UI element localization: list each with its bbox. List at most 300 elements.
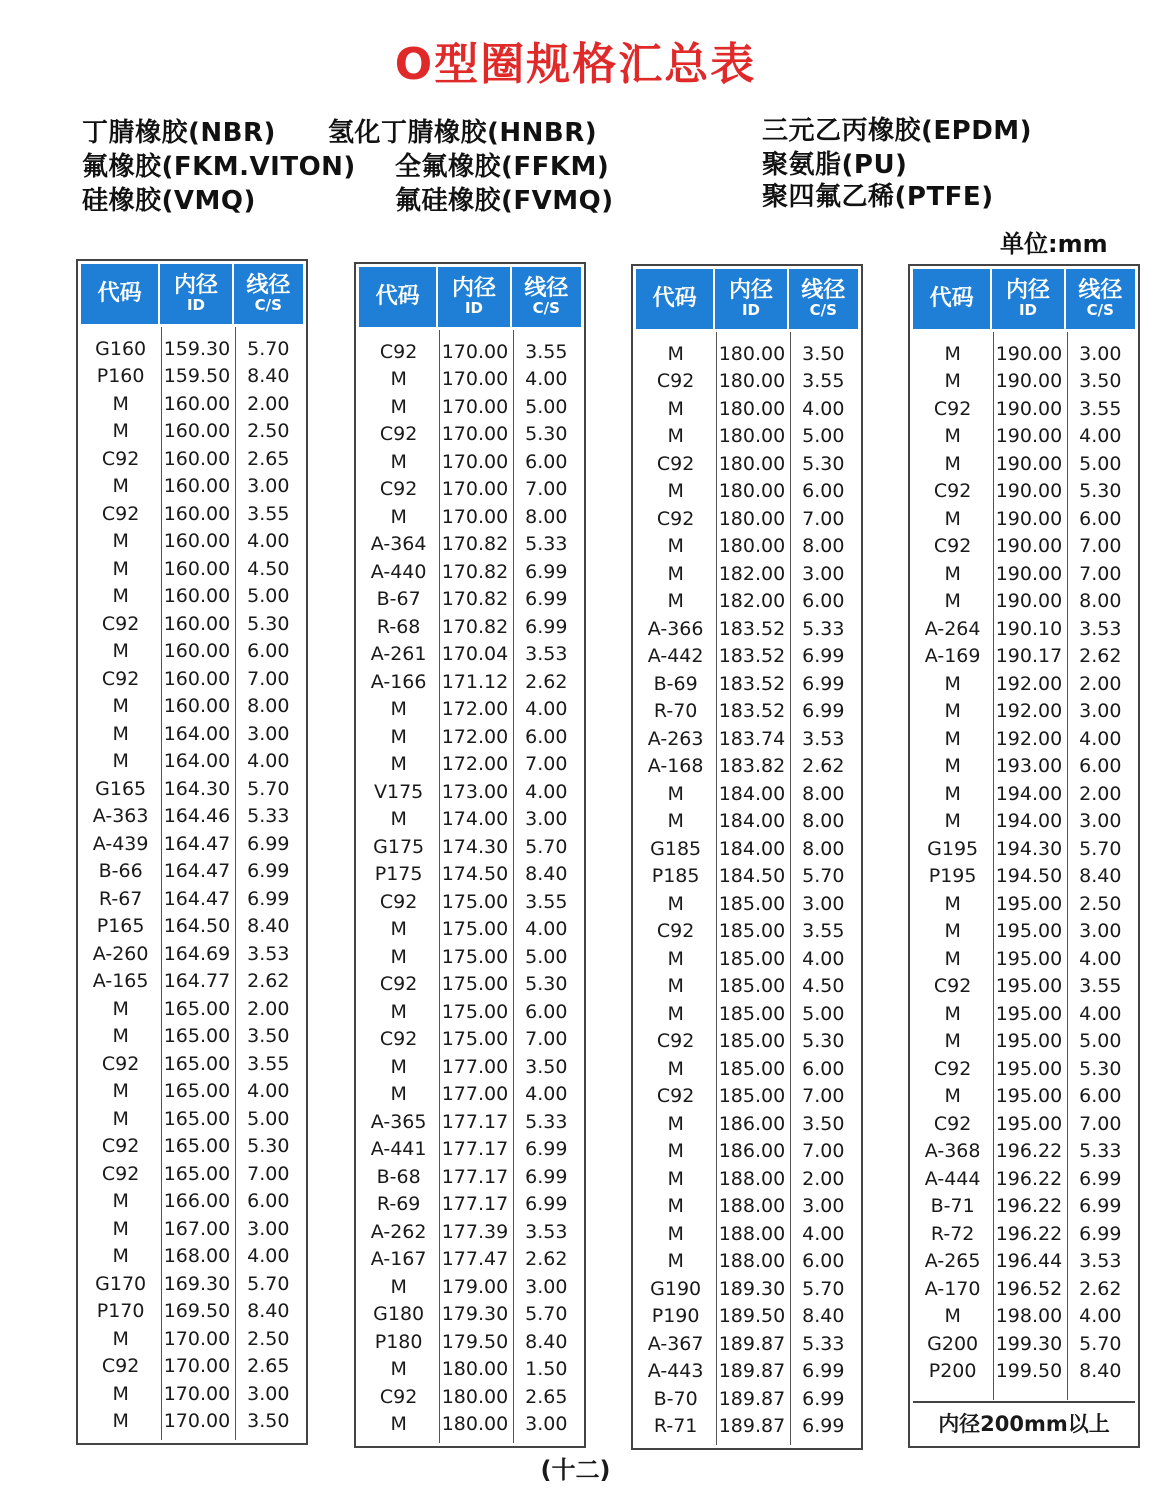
material-fkm: 氟橡胶(FKM.VITON) — [82, 152, 356, 182]
cell-code: A-440 — [370, 560, 427, 583]
table-row — [81, 858, 303, 886]
header-code: 代码 — [81, 264, 160, 324]
table-row — [636, 918, 858, 946]
cell-code: M — [667, 1167, 684, 1190]
cell-inner-diameter: 169.30 — [163, 1272, 231, 1295]
table-row — [81, 1188, 303, 1216]
cell-cross-section: 8.00 — [802, 837, 845, 860]
cell-cross-section: 4.00 — [802, 1222, 845, 1245]
cell-inner-diameter: 189.87 — [718, 1332, 786, 1355]
cell-inner-diameter: 190.00 — [995, 480, 1063, 503]
cell-inner-diameter: 195.00 — [995, 947, 1063, 970]
cell-code: M — [390, 1413, 407, 1436]
cell-cross-section: 6.99 — [525, 1138, 568, 1161]
page-title: O型圈规格汇总表 — [394, 39, 757, 90]
cell-cross-section: 3.53 — [1079, 1250, 1122, 1273]
cell-code: M — [112, 1190, 129, 1213]
table-row — [913, 1220, 1135, 1248]
cell-inner-diameter: 193.00 — [995, 755, 1063, 778]
cell-inner-diameter: 182.00 — [718, 562, 786, 585]
cell-cross-section: 8.00 — [802, 535, 845, 558]
cell-inner-diameter: 195.00 — [995, 1112, 1063, 1135]
table-row — [359, 888, 581, 916]
table-row — [81, 1215, 303, 1243]
table-row — [81, 968, 303, 996]
cell-code: M — [667, 1250, 684, 1273]
table-row — [913, 1358, 1135, 1386]
cell-cross-section: 3.55 — [525, 890, 568, 913]
cell-cross-section: 5.33 — [247, 805, 290, 828]
cell-code: M — [944, 700, 961, 723]
cell-cross-section: 8.00 — [802, 782, 845, 805]
cell-code: M — [944, 342, 961, 365]
cell-inner-diameter: 165.00 — [163, 1080, 231, 1103]
cell-cross-section: 5.70 — [1079, 837, 1122, 860]
cell-cross-section: 8.40 — [802, 1305, 845, 1328]
table-row — [359, 1081, 581, 1109]
cell-cross-section: 2.62 — [802, 755, 845, 778]
cell-inner-diameter: 159.30 — [163, 337, 231, 360]
cell-inner-diameter: 183.52 — [718, 617, 786, 640]
cell-inner-diameter: 192.00 — [995, 672, 1063, 695]
cell-code: A-166 — [370, 670, 427, 693]
cell-code: G185 — [650, 837, 702, 860]
table-row — [359, 833, 581, 861]
cell-inner-diameter: 175.00 — [441, 973, 509, 996]
cell-cross-section: 2.65 — [247, 447, 290, 470]
cell-inner-diameter: 184.50 — [718, 865, 786, 888]
cell-cross-section: 3.00 — [247, 475, 290, 498]
cell-inner-diameter: 175.00 — [441, 890, 509, 913]
cell-cross-section: 5.30 — [525, 973, 568, 996]
cell-code: R-67 — [98, 887, 143, 910]
cell-inner-diameter: 164.47 — [163, 832, 231, 855]
cell-cross-section: 2.62 — [1079, 645, 1122, 668]
cell-code: M — [944, 755, 961, 778]
table-row — [913, 1303, 1135, 1331]
cell-inner-diameter: 160.00 — [163, 667, 231, 690]
table-row — [81, 1270, 303, 1298]
table-row — [636, 505, 858, 533]
cell-cross-section: 5.30 — [247, 1135, 290, 1158]
cell-code: B-71 — [930, 1195, 975, 1218]
cell-inner-diameter: 160.00 — [163, 640, 231, 663]
table-row — [913, 423, 1135, 451]
cell-code: M — [112, 1107, 129, 1130]
cell-code: C92 — [101, 1162, 140, 1185]
table-row — [81, 335, 303, 363]
cell-inner-diameter: 199.50 — [995, 1360, 1063, 1383]
cell-cross-section: 3.55 — [1079, 397, 1122, 420]
cell-inner-diameter: 188.00 — [718, 1250, 786, 1273]
table-row — [913, 615, 1135, 643]
header-id: 内径 ID — [160, 264, 233, 324]
table-body — [81, 327, 303, 1440]
cell-code: M — [944, 590, 961, 613]
cell-inner-diameter: 192.00 — [995, 727, 1063, 750]
cell-cross-section: 6.99 — [525, 1165, 568, 1188]
table-row — [359, 641, 581, 669]
cell-code: M — [667, 562, 684, 585]
table-row — [359, 998, 581, 1026]
cell-inner-diameter: 160.00 — [163, 695, 231, 718]
cell-cross-section: 5.00 — [802, 1002, 845, 1025]
table-row — [81, 1325, 303, 1353]
table-row — [81, 500, 303, 528]
cell-code: A-363 — [92, 805, 149, 828]
cell-code: C92 — [656, 452, 695, 475]
cell-code: M — [112, 750, 129, 773]
cell-cross-section: 3.50 — [802, 1112, 845, 1135]
cell-inner-diameter: 160.00 — [163, 447, 231, 470]
cell-code: C92 — [933, 1057, 972, 1080]
cell-cross-section: 6.99 — [525, 588, 568, 611]
table-row — [913, 1248, 1135, 1276]
cell-cross-section: 8.40 — [247, 915, 290, 938]
cell-code: B-66 — [98, 860, 143, 883]
cell-inner-diameter: 190.17 — [995, 645, 1063, 668]
table-row — [913, 973, 1135, 1001]
table-row — [913, 450, 1135, 478]
cell-cross-section: 6.00 — [1079, 755, 1122, 778]
table-row — [636, 1165, 858, 1193]
cell-code: M — [390, 505, 407, 528]
table-row — [359, 613, 581, 641]
cell-inner-diameter: 177.17 — [441, 1138, 509, 1161]
cell-inner-diameter: 159.50 — [163, 365, 231, 388]
cell-cross-section: 7.00 — [525, 1028, 568, 1051]
cell-cross-section: 3.50 — [802, 342, 845, 365]
cell-cross-section: 2.50 — [1079, 892, 1122, 915]
cell-code: G200 — [927, 1332, 979, 1355]
cell-cross-section: 5.30 — [525, 423, 568, 446]
table-row — [913, 533, 1135, 561]
cell-cross-section: 4.00 — [247, 1080, 290, 1103]
table-row — [81, 748, 303, 776]
cell-inner-diameter: 160.00 — [163, 557, 231, 580]
table-row — [359, 531, 581, 559]
cell-inner-diameter: 174.00 — [441, 808, 509, 831]
cell-cross-section: 2.65 — [525, 1385, 568, 1408]
cell-cross-section: 3.00 — [1079, 700, 1122, 723]
cell-cross-section: 4.00 — [525, 918, 568, 941]
cell-cross-section: 2.65 — [247, 1355, 290, 1378]
table-row — [359, 366, 581, 394]
table-row — [359, 1328, 581, 1356]
cell-inner-diameter: 190.00 — [995, 370, 1063, 393]
cell-inner-diameter: 185.00 — [718, 1085, 786, 1108]
table-row — [359, 1411, 581, 1439]
cell-inner-diameter: 180.00 — [718, 397, 786, 420]
cell-inner-diameter: 180.00 — [718, 535, 786, 558]
cell-cross-section: 1.50 — [525, 1358, 568, 1381]
cell-code: M — [112, 640, 129, 663]
cell-inner-diameter: 175.00 — [441, 945, 509, 968]
table-row — [81, 363, 303, 391]
cell-cross-section: 2.00 — [247, 392, 290, 415]
table-row — [359, 971, 581, 999]
cell-cross-section: 5.70 — [1079, 1332, 1122, 1355]
cell-inner-diameter: 172.00 — [441, 725, 509, 748]
cell-inner-diameter: 179.30 — [441, 1303, 509, 1326]
cell-inner-diameter: 160.00 — [163, 420, 231, 443]
header-code: 代码 — [636, 269, 715, 329]
cell-code: M — [390, 395, 407, 418]
cell-code: A-265 — [924, 1250, 981, 1273]
cell-inner-diameter: 190.00 — [995, 562, 1063, 585]
cell-cross-section: 4.00 — [1079, 727, 1122, 750]
material-hnbr: 氢化丁腈橡胶(HNBR) — [328, 118, 598, 148]
header-cs: 线径 C/S — [1078, 278, 1123, 319]
cell-code: V175 — [374, 780, 424, 803]
cell-inner-diameter: 170.00 — [441, 368, 509, 391]
cell-inner-diameter: 177.00 — [441, 1055, 509, 1078]
table-row — [636, 1083, 858, 1111]
cell-inner-diameter: 180.00 — [718, 425, 786, 448]
spec-table-1 — [76, 259, 308, 1445]
cell-cross-section: 5.33 — [1079, 1140, 1122, 1163]
table-row — [636, 753, 858, 781]
table-row — [913, 945, 1135, 973]
table-row — [81, 1298, 303, 1326]
cell-cross-section: 3.53 — [1079, 617, 1122, 640]
cell-inner-diameter: 177.39 — [441, 1220, 509, 1243]
cell-cross-section: 6.00 — [1079, 507, 1122, 530]
cell-cross-section: 8.00 — [525, 505, 568, 528]
table-row — [81, 693, 303, 721]
cell-inner-diameter: 175.00 — [441, 918, 509, 941]
cell-inner-diameter: 174.30 — [441, 835, 509, 858]
table-row — [81, 473, 303, 501]
cell-code: B-67 — [376, 588, 421, 611]
cell-cross-section: 6.99 — [802, 1387, 845, 1410]
table-row — [913, 1138, 1135, 1166]
cell-cross-section: 3.53 — [525, 1220, 568, 1243]
cell-cross-section: 7.00 — [1079, 562, 1122, 585]
cell-code: C92 — [933, 397, 972, 420]
cell-cross-section: 3.00 — [525, 808, 568, 831]
cell-cross-section: 4.00 — [802, 397, 845, 420]
cell-inner-diameter: 165.00 — [163, 1025, 231, 1048]
header-cs: 线径 C/S — [246, 273, 291, 314]
table-row — [636, 1110, 858, 1138]
cell-inner-diameter: 183.82 — [718, 755, 786, 778]
cell-cross-section: 8.40 — [247, 365, 290, 388]
cell-code: C92 — [656, 1085, 695, 1108]
cell-inner-diameter: 170.00 — [441, 423, 509, 446]
cell-cross-section: 3.55 — [1079, 975, 1122, 998]
cell-code: C92 — [379, 423, 418, 446]
cell-inner-diameter: 170.00 — [163, 1327, 231, 1350]
cell-code: P190 — [651, 1305, 700, 1328]
cell-cross-section: 5.33 — [525, 533, 568, 556]
cell-code: C92 — [656, 920, 695, 943]
cell-cross-section: 3.50 — [525, 1055, 568, 1078]
table-row — [81, 830, 303, 858]
cell-cross-section: 3.00 — [247, 722, 290, 745]
cell-cross-section: 6.99 — [802, 1360, 845, 1383]
cell-cross-section: 3.00 — [525, 1413, 568, 1436]
cell-cross-section: 4.00 — [1079, 425, 1122, 448]
cell-inner-diameter: 177.17 — [441, 1165, 509, 1188]
cell-cross-section: 4.00 — [1079, 947, 1122, 970]
cell-cross-section: 6.99 — [802, 645, 845, 668]
cell-cross-section: 6.00 — [1079, 1085, 1122, 1108]
cell-cross-section: 6.00 — [802, 590, 845, 613]
cell-cross-section: 5.00 — [525, 945, 568, 968]
cell-code: M — [667, 535, 684, 558]
cell-code: M — [944, 452, 961, 475]
cell-code: M — [112, 1245, 129, 1268]
cell-cross-section: 6.00 — [525, 1000, 568, 1023]
table-row — [81, 995, 303, 1023]
cell-code: M — [667, 1222, 684, 1245]
cell-inner-diameter: 164.00 — [163, 750, 231, 773]
table-row — [81, 940, 303, 968]
cell-code: A-367 — [647, 1332, 704, 1355]
cell-inner-diameter: 190.00 — [995, 590, 1063, 613]
cell-inner-diameter: 177.47 — [441, 1248, 509, 1271]
cell-inner-diameter: 188.00 — [718, 1222, 786, 1245]
material-epdm: 三元乙丙橡胶(EPDM) — [762, 116, 1033, 146]
cell-inner-diameter: 180.00 — [718, 480, 786, 503]
cell-code: C92 — [933, 480, 972, 503]
table-row — [913, 780, 1135, 808]
table-row — [81, 1243, 303, 1271]
table-row — [81, 1050, 303, 1078]
table-header — [913, 269, 1135, 329]
cell-code: A-168 — [647, 755, 704, 778]
cell-code: M — [390, 808, 407, 831]
cell-cross-section: 6.00 — [802, 1250, 845, 1273]
material-fvmq: 氟硅橡胶(FVMQ) — [395, 186, 614, 216]
cell-cross-section: 4.00 — [247, 750, 290, 773]
table-row — [359, 421, 581, 449]
cell-code: M — [390, 753, 407, 776]
cell-code: C92 — [101, 1355, 140, 1378]
cell-inner-diameter: 190.00 — [995, 425, 1063, 448]
spec-table-4 — [908, 264, 1140, 1448]
cell-inner-diameter: 171.12 — [441, 670, 509, 693]
cell-code: C92 — [101, 1135, 140, 1158]
cell-inner-diameter: 164.69 — [163, 942, 231, 965]
cell-cross-section: 5.70 — [802, 865, 845, 888]
cell-inner-diameter: 164.00 — [163, 722, 231, 745]
table-row — [81, 1160, 303, 1188]
cell-code: M — [667, 947, 684, 970]
cell-inner-diameter: 170.00 — [441, 395, 509, 418]
cell-code: A-439 — [92, 832, 149, 855]
cell-code: A-169 — [924, 645, 981, 668]
unit-label: 单位:mm — [1000, 230, 1108, 258]
table-row — [636, 863, 858, 891]
cell-inner-diameter: 196.22 — [995, 1140, 1063, 1163]
table-body — [913, 332, 1135, 1400]
cell-code: P200 — [928, 1360, 977, 1383]
cell-inner-diameter: 170.00 — [163, 1382, 231, 1405]
table-row — [359, 1218, 581, 1246]
table-row — [636, 835, 858, 863]
table-rows — [81, 335, 303, 1435]
cell-code: M — [667, 975, 684, 998]
table-row — [636, 973, 858, 1001]
cell-inner-diameter: 183.74 — [718, 727, 786, 750]
cell-code: G170 — [95, 1272, 147, 1295]
cell-inner-diameter: 182.00 — [718, 590, 786, 613]
cell-inner-diameter: 165.00 — [163, 1052, 231, 1075]
cell-code: C92 — [656, 1030, 695, 1053]
table-row — [81, 583, 303, 611]
cell-cross-section: 3.00 — [802, 892, 845, 915]
table-row — [636, 450, 858, 478]
table-row — [913, 890, 1135, 918]
cell-code: M — [944, 810, 961, 833]
table-row — [913, 1000, 1135, 1028]
cell-inner-diameter: 196.22 — [995, 1222, 1063, 1245]
cell-code: C92 — [933, 535, 972, 558]
table-row — [359, 503, 581, 531]
cell-cross-section: 6.99 — [525, 615, 568, 638]
cell-cross-section: 7.00 — [802, 1085, 845, 1108]
cell-cross-section: 7.00 — [1079, 1112, 1122, 1135]
table-row — [359, 806, 581, 834]
cell-inner-diameter: 170.00 — [441, 340, 509, 363]
cell-inner-diameter: 196.22 — [995, 1167, 1063, 1190]
cell-code: A-167 — [370, 1248, 427, 1271]
cell-code: C92 — [101, 447, 140, 470]
table-row — [359, 476, 581, 504]
table-row — [359, 586, 581, 614]
cell-inner-diameter: 183.52 — [718, 700, 786, 723]
cell-code: M — [112, 722, 129, 745]
cell-cross-section: 6.99 — [525, 1193, 568, 1216]
cell-inner-diameter: 184.00 — [718, 782, 786, 805]
cell-inner-diameter: 185.00 — [718, 1002, 786, 1025]
cell-cross-section: 7.00 — [525, 753, 568, 776]
table-row — [913, 368, 1135, 396]
cell-inner-diameter: 185.00 — [718, 1057, 786, 1080]
cell-code: M — [112, 585, 129, 608]
cell-cross-section: 5.70 — [247, 337, 290, 360]
cell-inner-diameter: 177.17 — [441, 1110, 509, 1133]
table-row — [636, 1248, 858, 1276]
table-row — [636, 725, 858, 753]
cell-cross-section: 3.50 — [247, 1410, 290, 1433]
cell-cross-section: 3.53 — [525, 643, 568, 666]
cell-cross-section: 3.00 — [1079, 810, 1122, 833]
cell-cross-section: 4.00 — [525, 1083, 568, 1106]
page-number: (十二) — [540, 1456, 611, 1484]
cell-cross-section: 6.00 — [247, 640, 290, 663]
cell-code: M — [112, 530, 129, 553]
cell-code: A-443 — [647, 1360, 704, 1383]
header-code: 代码 — [359, 267, 438, 327]
cell-cross-section: 5.30 — [1079, 480, 1122, 503]
table-row — [636, 945, 858, 973]
cell-inner-diameter: 165.00 — [163, 1162, 231, 1185]
cell-code: M — [390, 1083, 407, 1106]
cell-cross-section: 3.00 — [1079, 920, 1122, 943]
cell-inner-diameter: 189.50 — [718, 1305, 786, 1328]
table-row — [359, 1191, 581, 1219]
cell-inner-diameter: 188.00 — [718, 1167, 786, 1190]
table-row — [913, 725, 1135, 753]
table-row — [359, 1053, 581, 1081]
table-body — [359, 330, 581, 1443]
material-ptfe: 聚四氟乙稀(PTFE) — [762, 182, 994, 212]
table-row — [913, 505, 1135, 533]
cell-inner-diameter: 192.00 — [995, 700, 1063, 723]
